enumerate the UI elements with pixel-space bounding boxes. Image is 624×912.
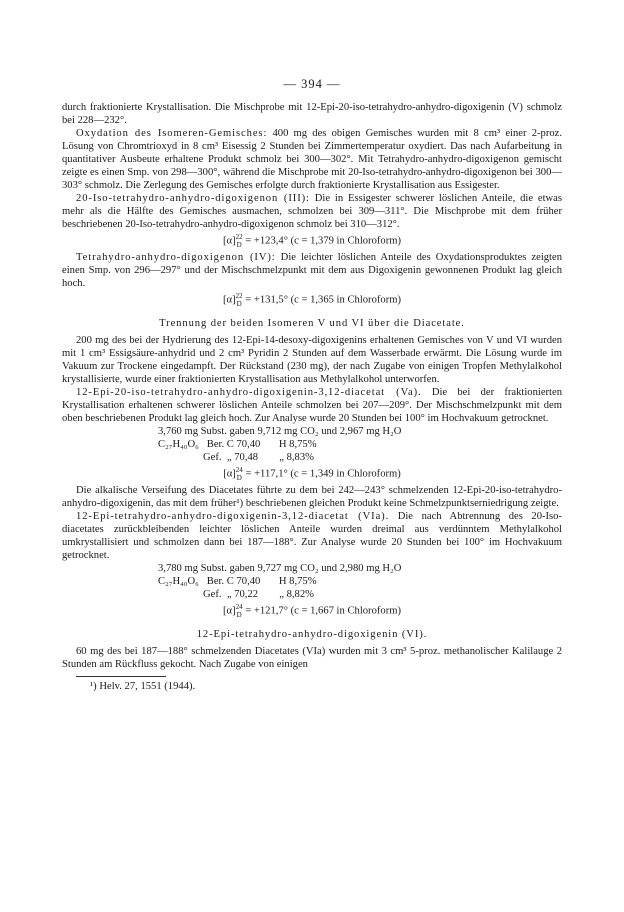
rotation-4-indices (236, 603, 243, 619)
rotation-3-value: = +117,1° (c = 1,349 in Chloroform) (242, 468, 401, 480)
rotation-3 (62, 466, 562, 482)
section-heading-trennung-text: Trennung der beiden Isomeren V und VI über die Diacetate. (159, 318, 465, 329)
paragraph-tetrahydro (62, 251, 562, 290)
section-title-diacetat-via: 12-Epi-tetrahydro-anhydro-digoxigenin-3,12-diacetat (VIa). (76, 511, 390, 522)
analysis-2-line-2: C₂₇H₄₀O₆ Ber. C 70,40 H 8,75% (158, 576, 317, 587)
document-page (62, 78, 562, 693)
rotation-2-value: = +131,5° (c = 1,365 in Chloroform) (242, 294, 401, 306)
section-title-tetrahydro: Tetrahydro-anhydro-digoxigenon (IV): (76, 252, 276, 263)
analysis-2-line-3: Gef. „ 70,22 „ 8,82% (158, 589, 314, 600)
rotation-4-symbol: [α] (223, 605, 236, 617)
rotation-1-line: D (236, 241, 242, 249)
rotation-3-indices (236, 466, 243, 482)
paragraph-vi: 60 mg des bei 187—188° schmelzenden Diacetates (VIa) wurden mit 3 cm³ 5-proz. methanolischer Kalilauge 2 Stunden am Rückfluss gekocht. Nach Zugabe von einigen (62, 646, 562, 670)
paragraph-diacetat-via (62, 510, 562, 562)
analysis-1-line-1: 3,760 mg Subst. gaben 9,712 mg CO₂ und 2,967 mg H₂O (158, 426, 402, 437)
rotation-4-temp: 24 (235, 603, 243, 611)
paragraph-20-iso (62, 192, 562, 231)
rotation-4 (62, 603, 562, 619)
rotation-2-temp: 22 (235, 292, 243, 300)
section-heading-vi (62, 628, 562, 641)
rotation-3-temp: 24 (235, 466, 243, 474)
paragraph-20-iso-body: Die in Essigester schwerer löslichen Anteile, die etwas mehr als die Hälfte des Gemisches ausmachen, schmolzen bei 309—311°. Die Mischprobe mit dem früher beschriebenen 20-Iso-tetrahydro-anhydro-digoxigenon schmolz bei 310—312°. (62, 193, 562, 230)
paragraph-diacetat-va-body: Die bei der fraktionierten Krystallisation erhaltenen schwerer löslichen Anteile schmolzen bei 207—209°. Der Mischschmelzpunkt mit dem oben beschriebenen Produkt lag gleich hoch. Zur Analyse wurde 20 Stunden bei 100° im Hochvakuum getrocknet. (62, 387, 562, 424)
paragraph-1: durch fraktionierte Krystallisation. Die Mischprobe mit 12-Epi-20-iso-tetrahydro-anhydro-digoxigenin (V) schmolz bei 228—232°. (62, 102, 562, 126)
section-title-oxydation: Oxydation des Isomeren-Gemisches: (76, 128, 268, 139)
footnote: ¹) Helv. 27, 1551 (1944). (90, 681, 196, 692)
paragraph-oxydation-body: 400 mg des obigen Gemisches wurden mit 8 cm³ einer 2-proz. Lösung von Chromtrioxyd in 8 cm³ Eisessig 2 Stunden bei Zimmertemperatur oxydiert. Das nach Aufarbeitung in quantitativer Ausbeute erhaltene Produkt schmolz bei 300—302°. Mit Tetrahydro-anhydro-digoxigenon gemischt zeigte es einen Smp. von 298—300°, während die Mischprobe mit 20-Iso-tetrahydro-anhydro-digoxigenon bei 300—303° schmolz. Die Zerlegung des Gemisches erfolgte durch fraktionierte Krystallisation aus Essigester. (62, 128, 562, 191)
rotation-4-line: D (236, 611, 242, 619)
rotation-2 (62, 292, 562, 308)
paragraph-verseifung: Die alkalische Verseifung des Diacetates führte zu dem bei 242—243° schmelzenden 12-Epi-20-iso-tetrahydro-anhydro-digoxigenin, das mit dem früher¹) beschriebenen gleichen Produkt keine Schmelzpunktserniedrigung zeigte. (62, 485, 562, 509)
paragraph-hydrierung: 200 mg des bei der Hydrierung des 12-Epi-14-desoxy-digoxigenins erhaltenen Gemisches von V und VI wurden mit 1 cm³ Essigsäure-anhydrid und 2 cm³ Pyridin 2 Stunden auf dem Wasserbade erwärmt. Die Lösung wurde im Vakuum zur Trockene eingedampft. Der Rückstand (230 mg), der nach Zugabe von einigen Tropfen Methylalkohol krystallisierte, wurde einer fraktionierten Krystallisation aus Methylalkohol unterworfen. (62, 335, 562, 385)
rotation-1-temp: 22 (235, 233, 243, 241)
paragraph-oxydation (62, 127, 562, 192)
rotation-1-value: = +123,4° (c = 1,379 in Chloroform) (242, 235, 401, 247)
rotation-2-indices (236, 292, 243, 308)
page-number: — 394 — (283, 77, 341, 91)
section-heading-trennung (62, 317, 562, 330)
paragraph-diacetat-va (62, 386, 562, 425)
paragraph-diacetat-via-body: Die nach Abtrennung des 20-Iso-diacetates zurückbleibenden leichter löslichen Anteile wurden dreimal aus verdünntem Methylalkohol umkrystallisiert und schmolzen dann bei 187—188°. Zur Analyse wurde 20 Stunden bei 100° im Hochvakuum getrocknet. (62, 511, 562, 561)
analysis-1-line-2: C₂₇H₄₀O₆ Ber. C 70,40 H 8,75% (158, 439, 317, 450)
section-title-diacetat-va: 12-Epi-20-iso-tetrahydro-anhydro-digoxigenin-3,12-diacetat (Va). (76, 387, 422, 398)
analysis-2-line-1: 3,780 mg Subst. gaben 9,727 mg CO₂ und 2,980 mg H₂O (158, 563, 402, 574)
rotation-2-line: D (236, 300, 242, 308)
rotation-1-indices (236, 233, 243, 249)
rotation-3-symbol: [α] (223, 468, 236, 480)
rotation-2-symbol: [α] (223, 294, 236, 306)
rotation-1 (62, 233, 562, 249)
section-title-20-iso: 20-Iso-tetrahydro-anhydro-digoxigenon (III): (76, 193, 310, 204)
analysis-1-line-3: Gef. „ 70,48 „ 8,83% (158, 452, 314, 463)
rotation-4-value: = +121,7° (c = 1,667 in Chloroform) (242, 605, 401, 617)
paragraph-tetrahydro-body: Die leichter löslichen Anteile des Oxydationsproduktes zeigten einen Smp. von 296—297° und der Mischschmelzpunkt mit dem aus Digoxigenin gewonnenen Produkt lag gleich hoch. (62, 252, 562, 289)
analysis-2 (158, 562, 562, 601)
footnote-divider (76, 676, 166, 677)
rotation-3-line: D (236, 474, 242, 482)
section-heading-vi-text: 12-Epi-tetrahydro-anhydro-digoxigenin (VI). (196, 629, 428, 640)
analysis-1 (158, 425, 562, 464)
rotation-1-symbol: [α] (223, 235, 236, 247)
